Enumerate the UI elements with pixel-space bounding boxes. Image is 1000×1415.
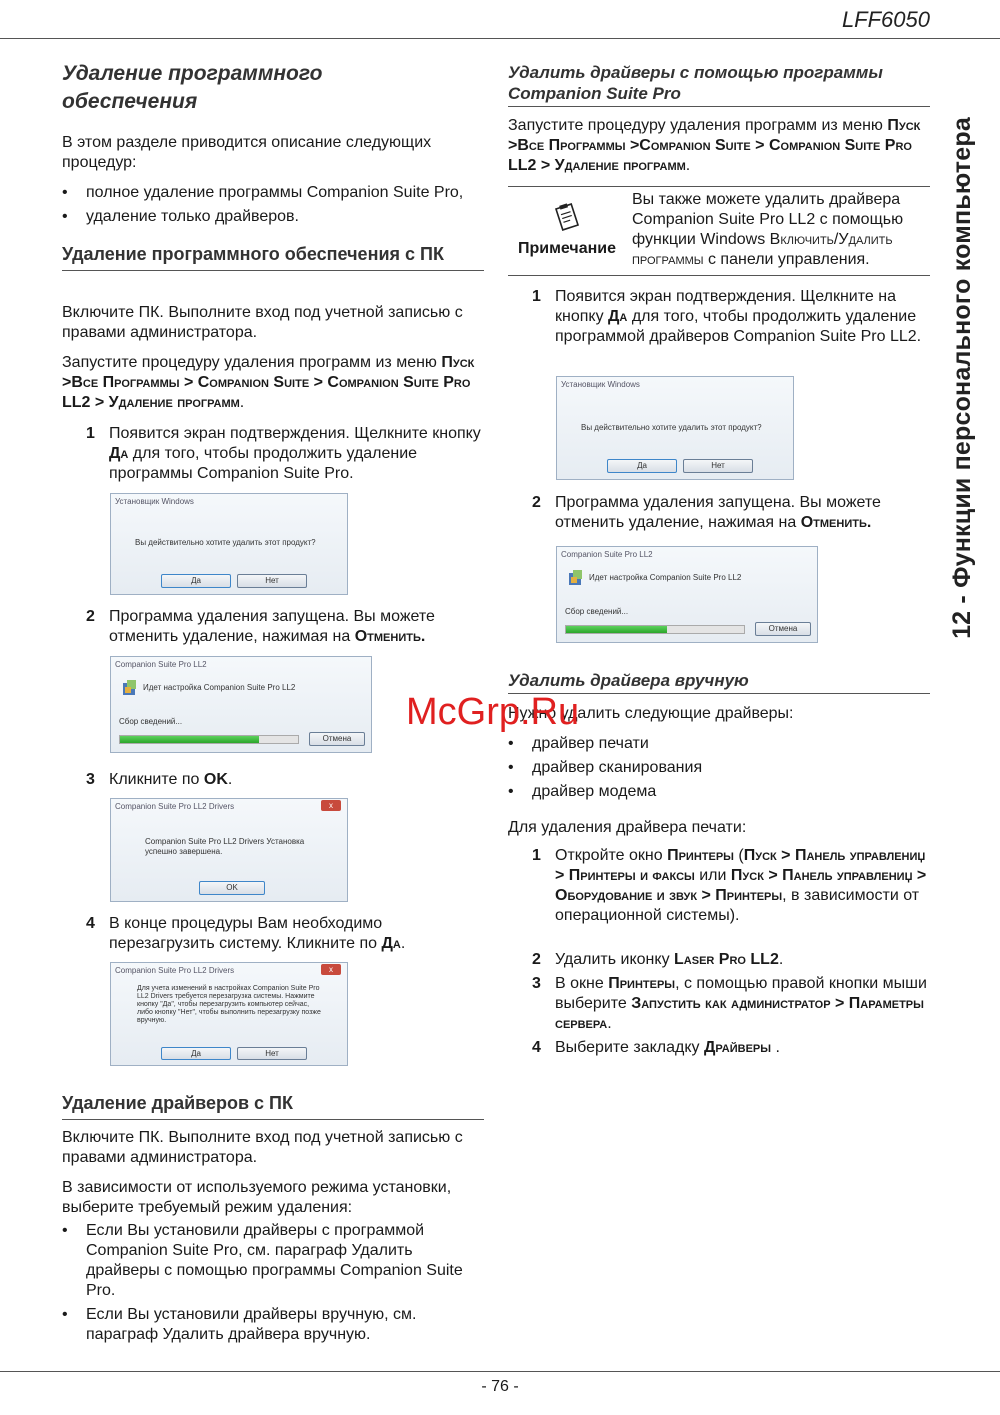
- section-heading-remove-drivers: Удаление драйверов с ПК: [62, 1092, 484, 1120]
- ok-button: OK: [199, 881, 265, 895]
- confirm-dialog-screenshot: Установщик Windows Вы действительно хотите удалить этот продукт? Да Нет: [110, 493, 348, 595]
- page-number: - 76 -: [481, 1378, 519, 1395]
- menu-path: Пуск >Все Программы > Companion Suite > Companion Suite Pro LL2 > Удаление программ: [62, 354, 475, 411]
- paragraph: Нужно удалить следующие драйверы:: [508, 705, 794, 722]
- step-2: 2 Программа удаления запущена. Вы можете отменить удаление, нажимая на Отменить.: [532, 494, 881, 531]
- close-icon: x: [321, 964, 341, 975]
- yes-button: Да: [607, 459, 677, 473]
- list-item: • драйвер сканирования: [508, 758, 930, 778]
- intro-paragraph: В этом разделе приводится описание следующих процедур:: [62, 134, 432, 171]
- no-button: Нет: [683, 459, 753, 473]
- main-title-line1: Удаление программного: [62, 62, 323, 85]
- step-1: 1 Откройте окно Принтеры (Пуск > Панель управлениџ > Принтеры и факсы или Пуск > Панель управлениџ > Оборудование и звук > Принтеры, в зависимости от операционной системы).: [532, 847, 927, 924]
- step-4: 4 Выберите закладку Драйверы .: [532, 1039, 780, 1056]
- step-2: 2 Программа удаления запущена. Вы можете отменить удаление, нажимая на Отменить.: [86, 608, 435, 645]
- installer-icon: [121, 679, 139, 697]
- close-icon: x: [321, 800, 341, 811]
- header-divider: [0, 38, 1000, 39]
- step-4: 4 В конце процедуры Вам необходимо перезагрузить систему. Кликните по Да.: [86, 915, 406, 952]
- note-clipboard-icon: [550, 203, 584, 231]
- list-item: • Если Вы установили драйверы вручную, см. параграф Удалить драйвера вручную.: [62, 1305, 484, 1345]
- cancel-button: Отмена: [309, 732, 365, 746]
- note-text: Вы также можете удалить драйвера Companion Suite Pro LL2 с помощью функции Windows Включить/Удалить программы с панели управления.: [632, 191, 904, 268]
- finish-dialog-screenshot: Companion Suite Pro LL2 Drivers x Companion Suite Pro LL2 Drivers Установка успешно завершена. OK: [110, 798, 348, 902]
- progress-dialog-screenshot: Companion Suite Pro LL2 Идет настройка Companion Suite Pro LL2 Сбор сведений... Отмена: [110, 656, 372, 753]
- step-3: 3 В окне Принтеры, с помощью правой кнопки мыши выберите Запустить как администратор > Параметры сервера.: [532, 975, 927, 1032]
- intro-list: [62, 183, 484, 231]
- section-heading-remove-software: Удаление программного обеспечения с ПК: [62, 243, 484, 271]
- main-title: [62, 60, 484, 116]
- step-1: 1 Появится экран подтверждения. Щелкните кнопку Да для того, чтобы продолжить удаление программы Companion Suite Pro.: [86, 425, 481, 482]
- note-box: [508, 186, 930, 276]
- progress-dialog-screenshot: Companion Suite Pro LL2 Идет настройка Companion Suite Pro LL2 Сбор сведений... Отмена: [556, 546, 818, 643]
- no-button: Нет: [237, 574, 307, 588]
- menu-path-paragraph: Запустите процедуру удаления программ из меню Пуск >Все Программы > Companion Suite > Companion Suite Pro LL2 > Удаление программ.: [62, 354, 475, 411]
- removal-mode-list: [62, 1221, 484, 1349]
- step-1: 1 Появится экран подтверждения. Щелкните на кнопку Да для того, чтобы продолжить удаление программой драйверов Companion Suite Pro LL2.: [532, 288, 922, 345]
- footer-divider: [0, 1371, 1000, 1372]
- paragraph: Включите ПК. Выполните вход под учетной записью с правами администратора.: [62, 304, 463, 341]
- paragraph: В зависимости от используемого режима установки, выберите требуемый режим удаления:: [62, 1179, 452, 1216]
- chapter-side-tab: [942, 60, 982, 695]
- section-heading-companion-removal: Удалить драйверы с помощью программы Companion Suite Pro: [508, 62, 930, 107]
- step-2: 2 Удалить иконку Laser Pro LL2.: [532, 951, 784, 968]
- main-title-line2: обеспечения: [62, 90, 198, 113]
- yes-button: Да: [161, 574, 231, 588]
- installer-icon: [567, 569, 585, 587]
- confirm-dialog-screenshot: Установщик Windows Вы действительно хотите удалить этот продукт? Да Нет: [556, 376, 794, 480]
- chapter-title: 12 - Функции персонального компьютера: [948, 116, 976, 639]
- paragraph: Включите ПК. Выполните вход под учетной записью с правами администратора.: [62, 1129, 463, 1166]
- step-3: 3 Кликните по OK.: [86, 771, 233, 788]
- menu-path-paragraph: Запустите процедуру удаления программ из меню Пуск >Все Программы >Companion Suite > Companion Suite Pro LL2 > Удаление программ.: [508, 117, 921, 174]
- list-item: • Если Вы установили драйверы с программой Companion Suite Pro, см. параграф Удалить драйверы с помощью программы Companion Suite Pro.: [62, 1221, 484, 1301]
- list-item: • драйвер модема: [508, 782, 930, 802]
- watermark: McGrp.Ru: [406, 691, 580, 733]
- note-label: Примечание: [517, 240, 617, 257]
- yes-button: Да: [161, 1047, 231, 1060]
- progress-bar: [565, 625, 745, 634]
- cancel-button: Отмена: [755, 622, 811, 636]
- list-item: • полное удаление программы Companion Suite Pro,: [62, 183, 484, 203]
- progress-bar: [119, 735, 299, 744]
- driver-list: [508, 734, 930, 806]
- list-item: • удаление только драйверов.: [62, 207, 484, 227]
- header-model: LFF6050: [841, 7, 930, 32]
- restart-dialog-screenshot: Companion Suite Pro LL2 Drivers x Для учета изменений в настройках Companion Suite Pro LL2 Drivers требуется перезагрузка системы. Нажмите кнопку "Да", чтобы перезагрузить компьютер сейчас, либо кнопку "Нет", чтобы выполнить перезагрузку позже вручную. Да Нет: [110, 962, 348, 1066]
- paragraph: Для удаления драйвера печати:: [508, 819, 747, 836]
- no-button: Нет: [237, 1047, 307, 1060]
- list-item: • драйвер печати: [508, 734, 930, 754]
- menu-path: Пуск >Все Программы >Companion Suite > Companion Suite Pro LL2 > Удаление программ: [508, 117, 921, 174]
- section-heading-manual-removal: Удалить драйвера вручную: [508, 670, 930, 694]
